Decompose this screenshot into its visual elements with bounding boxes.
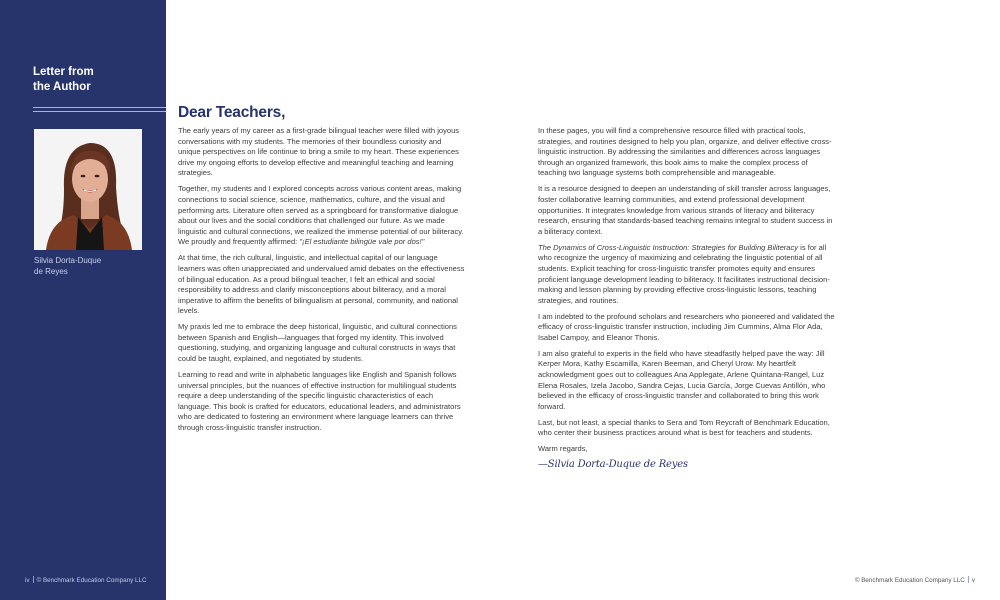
paragraph: At that time, the rich cultural, linguistic, and intellectual capital of our language learners was often unappreciated and undervalued amid debates on the effectiveness of bilingual education. As a proud bilingual teacher, I felt an ethical and social responsibility to address and clarify misconceptions about biliteracy, and a moral imperative to affirm the benefits of bilingualism at personal, community, and national levels. — [178, 253, 465, 316]
page-number-left: iv — [25, 577, 30, 584]
caption-line1: Silvia Dorta-Duque — [34, 256, 102, 265]
paragraph: In these pages, you will find a comprehensive resource filled with practical tools, strategies, and routines designed to help you plan, organize, and deliver effective cross-linguistic instruction. By addressing the similarities and differences across languages through an organized framework, this book aims to make the complex process of teaching two language systems both comprehensible and manageable. — [538, 126, 832, 178]
letter-heading: Dear Teachers, — [178, 104, 286, 121]
page-number-right: v — [971, 577, 975, 584]
footer-separator — [33, 576, 34, 583]
letter-column-1 — [178, 126, 465, 439]
section-title-line1: Letter from — [33, 66, 94, 78]
divider-line — [33, 111, 166, 112]
author-photo — [34, 129, 142, 250]
footer-separator — [968, 576, 969, 583]
book-title: The Dynamics of Cross-Linguistic Instruction: Strategies for Building Biliteracy — [538, 242, 799, 252]
copyright-left: © Benchmark Education Company LLC — [36, 577, 147, 584]
paragraph: The Dynamics of Cross-Linguistic Instruction: Strategies for Building Biliteracy is for all who recognize the urgency of maximizing and celebrating the linguistic potential of all students. Explicit teaching for cross-linguistic transfer promotes equity and ensures proficient language development leading to biliteracy. It facilitates instructional decision-making and lesson planning by providing effective cross-linguistic lessons, teaching strategies, and routines. — [538, 242, 830, 305]
paragraph: Learning to read and write in alphabetic languages like English and Spanish follows universal principles, but the nuances of effective instruction for multilingual students require a deep understanding of the specific linguistic characteristics of each language. This book is crafted for educators, educational leaders, and administrators who are dedicated to fostering an environment where language learners can thrive through cross-linguistic transfer instruction. — [178, 370, 461, 432]
signature: —Silvia Dorta-Duque de Reyes — [538, 459, 688, 471]
paragraph: Together, my students and I explored concepts across various content areas, making connections to social science, science, mathematics, culture, and the visual and performing arts. Literature often served as a springboard for transformative dialogue about our lives and the social conditions that challenged our future. As we made linguistic and cultural connections, we realized the immense potential of our biliteracy. We proudly and frequently affirmed: "¡El estudiante bilingüe vale por dos!" — [178, 184, 464, 247]
letter-column-2 — [538, 126, 838, 471]
paragraph: My praxis led me to embrace the deep historical, linguistic, and cultural connections between Spanish and English—languages that forged my identity. This involved questioning, studying, and organizing language and cultural constructs in ways that could be taught, explained, and negotiated by students. — [178, 322, 457, 364]
photo-caption — [34, 255, 154, 277]
paragraph: I am indebted to the profound scholars and researchers who pioneered and validated the efficacy of cross-linguistic transfer instruction, including Jim Cummins, Alma Flor Ada, Isabel Campoy, and Eleanor Thonis. — [538, 311, 835, 342]
footer-left — [25, 576, 147, 585]
paragraph: The early years of my career as a first-grade bilingual teacher were filled with joyous conversations with my students. The memories of their boundless curiosity and unique perspectives on life continue to bring a smile to my heart. These experiences drive my ongoing efforts to develop effective and meaningful teaching and learning strategies. — [178, 126, 460, 178]
section-title-line2: the Author — [33, 81, 91, 93]
divider-line — [33, 107, 166, 108]
paragraph: Last, but not least, a special thanks to Sera and Tom Reycraft of Benchmark Education, who center their business practices around what is best for teachers and students. — [538, 417, 830, 438]
caption-line2: de Reyes — [34, 267, 68, 276]
section-title — [33, 65, 153, 95]
author-portrait-icon — [34, 129, 142, 250]
paragraph: I am also grateful to experts in the field who have steadfastly helped pave the way: Jill Kerper Mora, Kathy Escamilla, Karen Beeman, and Cheryl Urow. My heartfelt acknowledgment goes out to colleagues Ana Applegate, Arlene Quintana-Rangel, Luz Elena Rosales, Izela Jacobo, Sandra Cejas, Lucia García, Jorge Cuevas Antillón, who believed in the efficacy of cross-linguistic transfer and collaborated to bring this work forward. — [538, 348, 826, 411]
paragraph: It is a resource designed to deepen an understanding of skill transfer across languages, foster collaborative learning communities, and extend professional development opportunities. It integrates knowledge from various strands of literacy and biliteracy research, ensuring that standards-based teaching remains integral to student success in a biliteracy context. — [538, 184, 833, 236]
spanish-quote: "¡El estudiante bilingüe vale por dos!" — [299, 237, 425, 247]
copyright-right: © Benchmark Education Company LLC — [854, 577, 965, 584]
footer-right — [855, 576, 975, 585]
closing: Warm regards, — [538, 444, 588, 454]
sidebar-panel — [0, 0, 166, 600]
